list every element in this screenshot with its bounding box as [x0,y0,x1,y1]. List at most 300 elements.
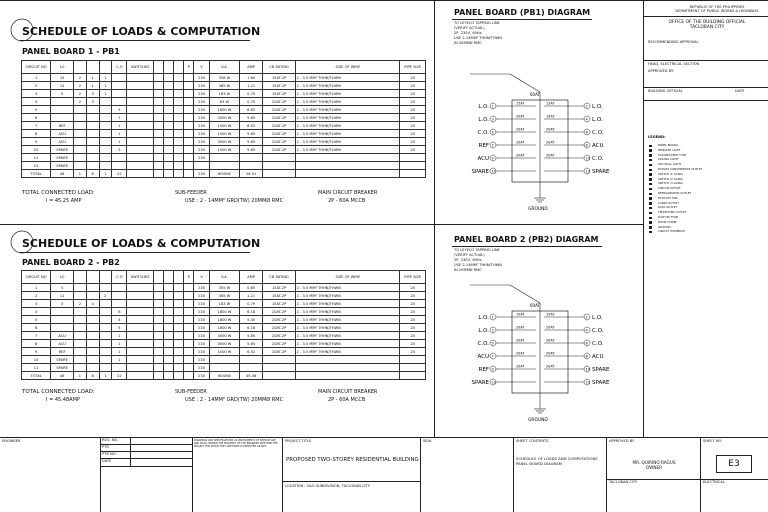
breaker-rating: 15AT [516,101,525,106]
tb-div-5 [420,437,421,512]
table-cell: 230 [194,284,209,292]
table-header-cell: CIRCUIT NO [22,271,51,284]
table-row [22,90,426,98]
table-cell: 20 [400,324,426,332]
table-cell [184,98,194,106]
table-cell [184,324,194,332]
table-header-cell: AMP [240,61,263,74]
tb-rule-e [282,481,420,482]
circuit-number: 1 [491,104,494,109]
circuit-number: 10 [585,156,590,161]
table-cell: 2 - 3.5 MM² THHN/THWN [296,284,400,292]
table-cell [184,348,194,356]
table-cell [127,364,153,372]
circuit-number: 4 [585,117,588,122]
table-cell [74,162,87,170]
legend-item: LED WALL LIGHT [658,162,682,167]
table-cell [184,82,194,90]
table-cell: REF [51,122,74,130]
table-cell [174,146,184,154]
table-cell [74,316,87,324]
table-cell: 8 [112,308,127,316]
table-cell: 230 [194,106,209,114]
table-cell: 1 [74,372,87,380]
legend-item: SWITCH (1 GANG) [658,171,684,176]
table-cell: 2 - 3.5 MM² THHN/THWN [296,308,400,316]
table-cell: 2 [74,90,87,98]
table-cell: 2 - 3.5 MM² THHN/THWN [296,348,400,356]
circuit-label-left: L.O. [478,117,489,123]
diagram-note: USE 2-14MM² THHN/THWN [454,263,502,267]
table-cell: 3 [112,146,127,154]
table-cell: 1 [112,340,127,348]
table-cell: 230 [194,82,209,90]
sidebar-approved: APPROVED BY: [648,69,674,73]
tb-sheet-no: E3 [716,455,752,473]
diag2-title: PANEL BOARD 2 (PB2) DIAGRAM [454,235,599,244]
table-cell: 230 [194,364,209,372]
diagram-note: 2P, 230V, 60Hz, [454,258,483,262]
table-header-cell: CB RATING [263,271,296,284]
table-cell: 2 - 3.5 MM² THHN/THWN [296,146,400,154]
table-cell [74,308,87,316]
table-cell [163,364,173,372]
table-cell [153,106,163,114]
pb2-subfeeder-value: USE : 2 - 14MM² GRD(TW) 20MMØ RMC [185,397,284,403]
table-cell [163,74,173,82]
legend-item: SWITCH (3 GANG) [658,181,684,186]
table-row [22,114,426,122]
breaker-rating: 15AT [546,114,555,119]
circuit-label-right: ACU [592,354,604,360]
diag1-title: PANEL BOARD (PB1) DIAGRAM [454,8,591,17]
table-cell [163,372,173,380]
table-cell [127,82,153,90]
table-cell [99,98,112,106]
table-cell [86,316,99,324]
legend-symbol [649,188,652,190]
table-cell: 1 [112,356,127,364]
table-cell: 0.79 [240,300,263,308]
legend-symbol [649,221,652,223]
table-cell [99,162,112,170]
table-cell [86,106,99,114]
table-cell [74,348,87,356]
table-cell [153,372,163,380]
table-cell: 6.18 [240,324,263,332]
table-cell [153,324,163,332]
pb2-connected-label: TOTAL CONNECTED LOAD: [22,389,95,395]
circuit-number: 3 [491,328,494,333]
circuit-number: 9 [491,156,494,161]
table-cell: 1 [112,138,127,146]
legend-symbol [649,217,652,219]
table-cell: 6.18 [240,308,263,316]
table-cell: 230 [194,300,209,308]
table-cell [184,154,194,162]
table-cell [51,324,74,332]
table-header-cell: AMP [240,271,263,284]
table-cell [184,316,194,324]
breaker-rating: 20AT [516,351,525,356]
diag1-diagram [440,20,640,220]
table-cell [99,332,112,340]
table-cell: 11 [51,292,74,300]
table-header-cell: V.A. [209,61,240,74]
pb1-connected-label: TOTAL CONNECTED LOAD: [22,190,95,196]
table-cell [74,364,87,372]
circuit-label-right: L.O. [592,117,603,123]
table-cell [209,162,240,170]
table-cell [153,122,163,130]
table-cell [163,324,173,332]
table-cell: 2 - 3.5 MM² THHN/THWN [296,292,400,300]
table-cell [163,170,173,178]
table-header-cell: P [184,61,194,74]
table-cell [99,340,112,348]
table-cell [163,292,173,300]
table-cell: 183 W [209,300,240,308]
sidebar-rule-1 [643,16,768,17]
table-cell [163,146,173,154]
table-cell [153,292,163,300]
table-cell [153,300,163,308]
table-cell [127,348,153,356]
table-cell: 5.85 [240,332,263,340]
table-cell: 15AT-2P [263,292,296,300]
pb1-subfeeder-label: SUB-FEEDER [175,190,207,196]
table-cell: 6 [22,324,51,332]
table-cell: 20AT-2P [263,146,296,154]
table-row [22,324,426,332]
table-cell [153,98,163,106]
table-cell: 230 [194,348,209,356]
breaker-rating: 20AT [516,153,525,158]
table-cell: 2 - 3.5 MM² THHN/THWN [296,300,400,308]
legend-symbol [649,226,652,228]
table-cell: 5 [22,316,51,324]
table-cell: 2 - 3.5 MM² THHN/THWN [296,138,400,146]
table-cell [74,154,87,162]
pb1-subtitle: PANEL BOARD 1 - PB1 [22,47,120,56]
table-cell: 5.85 [240,146,263,154]
tb-approved-label: APPROVED BY [609,439,635,443]
table-header-cell [163,61,173,74]
table-cell [174,372,184,380]
pb1-schedule-table [21,60,426,178]
table-cell: 2 - 3.5 MM² THHN/THWN [296,130,400,138]
table-cell: 20AT-2P [263,114,296,122]
table-cell: 6.52 [240,122,263,130]
legend-symbol [649,178,652,180]
table-cell: 20AT-2P [263,332,296,340]
table-cell [296,170,400,178]
breaker-rating: 20AT [546,127,555,132]
breaker-rating: 15AT [546,101,555,106]
table-cell [240,364,263,372]
sidebar-header [668,6,766,14]
table-cell [74,292,87,300]
table-cell [153,348,163,356]
table-cell [127,74,153,82]
table-cell: 5 [22,106,51,114]
table-cell [209,364,240,372]
table-cell: 46 [51,170,74,178]
table-cell [86,114,99,122]
table-cell [174,170,184,178]
table-cell: 5.85 [240,138,263,146]
table-cell: 230 [194,114,209,122]
tb-div-2 [130,437,131,467]
legend-item: CIRCUIT HOMERUN [658,229,685,234]
table-cell: 46 [51,372,74,380]
breaker-rating: 20AT [546,153,555,158]
table-header-row [22,271,426,284]
table-cell [86,284,99,292]
table-row [22,364,426,372]
table-cell [127,170,153,178]
table-cell [74,138,87,146]
table-header-cell [174,61,184,74]
table-cell [296,356,400,364]
table-cell: 230 [194,154,209,162]
table-cell [99,348,112,356]
table-cell [127,308,153,316]
table-row [22,284,426,292]
table-cell [184,74,194,82]
table-cell: 2000 W [209,114,240,122]
table-cell [86,364,99,372]
table-row [22,300,426,308]
sidebar-date: DATE [735,89,745,93]
table-cell [112,300,127,308]
table-cell: 15AT-2P [263,90,296,98]
tb-reg-no: REG. NO. [102,438,119,442]
legend-symbol [649,145,652,147]
table-cell [174,284,184,292]
table-cell [127,372,153,380]
table-cell [153,82,163,90]
breaker-rating: 20AT [516,127,525,132]
table-cell [174,122,184,130]
table-cell [163,284,173,292]
table-cell: 6 [22,114,51,122]
table-header-cell: V [194,271,209,284]
tb-date: DATE [102,459,112,463]
table-header-cell: SWITCHES [127,61,153,74]
diagram-note: USE 2-14MM² THHN/THWN [454,36,502,40]
table-cell: 1.21 [240,292,263,300]
circuit-number: 6 [585,130,588,135]
table-cell: 1.60 [240,74,263,82]
legend-item: GROUND [658,224,671,229]
table-cell: 7 [112,114,127,122]
table-cell [163,340,173,348]
tb-div-7 [606,437,607,512]
table-header-cell: V.A. [209,271,240,284]
table-row [22,154,426,162]
table-cell [112,82,127,90]
table-cell [127,332,153,340]
tb-ptr: PTR [102,445,109,449]
circuit-label-right: C.O. [592,156,604,162]
table-cell: 2 - 3.5 MM² THHN/THWN [296,122,400,130]
table-row [22,146,426,154]
table-cell: 5 [112,106,127,114]
circuit-label-right: L.O. [592,315,603,321]
table-cell: 20AT-2P [263,138,296,146]
table-cell: 2 - 3.5 MM² THHN/THWN [296,324,400,332]
table-cell: 355 W [209,284,240,292]
table-cell: 2 - 3.5 MM² THHN/THWN [296,98,400,106]
table-row [22,138,426,146]
table-cell [86,138,99,146]
table-cell [127,138,153,146]
table-cell [184,300,194,308]
table-cell [153,90,163,98]
table-cell [86,348,99,356]
tb-div-4 [282,437,283,512]
table-cell [184,284,194,292]
feeder-line [510,285,540,303]
table-cell [74,114,87,122]
table-cell [163,122,173,130]
pb2-schedule-table [21,270,426,380]
table-cell: 230 [194,146,209,154]
table-row [22,98,426,106]
breaker-rating: 20AT [546,338,555,343]
table-header-cell: P [184,271,194,284]
breaker-rating: 20AT [516,140,525,145]
table-cell: 2 [22,292,51,300]
table-cell: 7 [22,332,51,340]
table-header-cell: C.O [112,271,127,284]
table-cell [112,154,127,162]
table-cell: ACU [51,130,74,138]
breaker-rating: 20AT [546,364,555,369]
table-cell [112,98,127,106]
table-cell: 20 [400,332,426,340]
table-header-cell: LO [51,271,74,284]
breaker-rating: 20AT [516,114,525,119]
table-cell [99,114,112,122]
table-cell: 230 [194,324,209,332]
table-cell: 0.79 [240,90,263,98]
tb-discipline: ELECTRICAL [703,480,725,484]
table-cell: 4 [22,308,51,316]
table-header-cell: SWITCHES [127,271,153,284]
table-cell [184,372,194,380]
table-cell [400,154,426,162]
tb-ptr-no: PTR NO. [102,452,117,456]
table-cell: 15AT-2P [263,284,296,292]
table-cell: 9 [22,138,51,146]
table-row [22,340,426,348]
table-cell [127,300,153,308]
table-cell: 20 [400,106,426,114]
table-cell: 1000 W [209,130,240,138]
table-cell: 22 [112,372,127,380]
table-cell: 3000 W [209,332,240,340]
main-breaker-label: 60AT [530,92,540,97]
table-cell [240,154,263,162]
sheet-border-top [0,0,768,1]
legend-item: AIRCON OUTLET [658,186,681,191]
legend-symbol [649,212,652,214]
table-cell [127,106,153,114]
table-cell [163,138,173,146]
circuit-label-right: ACU [592,143,604,149]
tb-div-3 [192,437,193,512]
table-cell: 5.85 [240,114,263,122]
legend-item: DATA OUTLET [658,205,678,210]
table-cell [99,138,112,146]
table-cell: 20AT-2P [263,106,296,114]
table-row [22,106,426,114]
table-header-cell: CB RATING [263,61,296,74]
table-cell: 15 [51,74,74,82]
table-cell [209,356,240,364]
table-cell [127,292,153,300]
table-cell: 1 [112,348,127,356]
table-cell [153,74,163,82]
sidebar-recommending: RECOMMENDING APPROVAL [648,40,699,44]
table-cell [174,332,184,340]
table-cell [174,340,184,348]
table-cell [184,340,194,348]
legend-symbol [649,193,652,195]
table-cell: 1800 W [209,308,240,316]
legend-symbol [649,154,652,156]
table-cell [184,162,194,170]
table-cell: 11 [22,154,51,162]
table-cell [153,316,163,324]
table-cell [174,308,184,316]
sidebar-rule-3 [643,87,768,88]
table-cell: 1 [22,74,51,82]
legend-symbol [649,159,652,161]
table-cell [127,90,153,98]
tb-sheet-contents-1: SCHEDULE OF LOADS AND COMPUTATIONS [516,456,598,461]
table-cell: ACU [51,340,74,348]
sidebar-office [648,20,766,31]
breaker-rating: 20AT [516,338,525,343]
diagram-note: IN 20MMØ RMC [454,268,482,272]
table-cell [153,356,163,364]
circuit-number: 10 [585,367,590,372]
table-cell [400,170,426,178]
circuit-label-left: REF [478,367,489,373]
table-cell: 3 [22,300,51,308]
table-cell: 2 - 3.5 MM² THHN/THWN [296,74,400,82]
table-cell: 230 [194,356,209,364]
table-cell [263,372,296,380]
table-cell [127,98,153,106]
table-cell [112,284,127,292]
breaker-rating: 20AT [516,364,525,369]
table-cell: 230 [194,122,209,130]
circuit-label-right: SPARE [592,367,610,373]
circuit-label-left: SPARE [471,169,489,175]
table-row [22,162,426,170]
table-cell: 2 - 3.5 MM² THHN/THWN [296,114,400,122]
table-cell: 11 [22,364,51,372]
table-cell [194,162,209,170]
table-cell [153,114,163,122]
table-cell [174,74,184,82]
table-cell [74,340,87,348]
table-cell [153,154,163,162]
